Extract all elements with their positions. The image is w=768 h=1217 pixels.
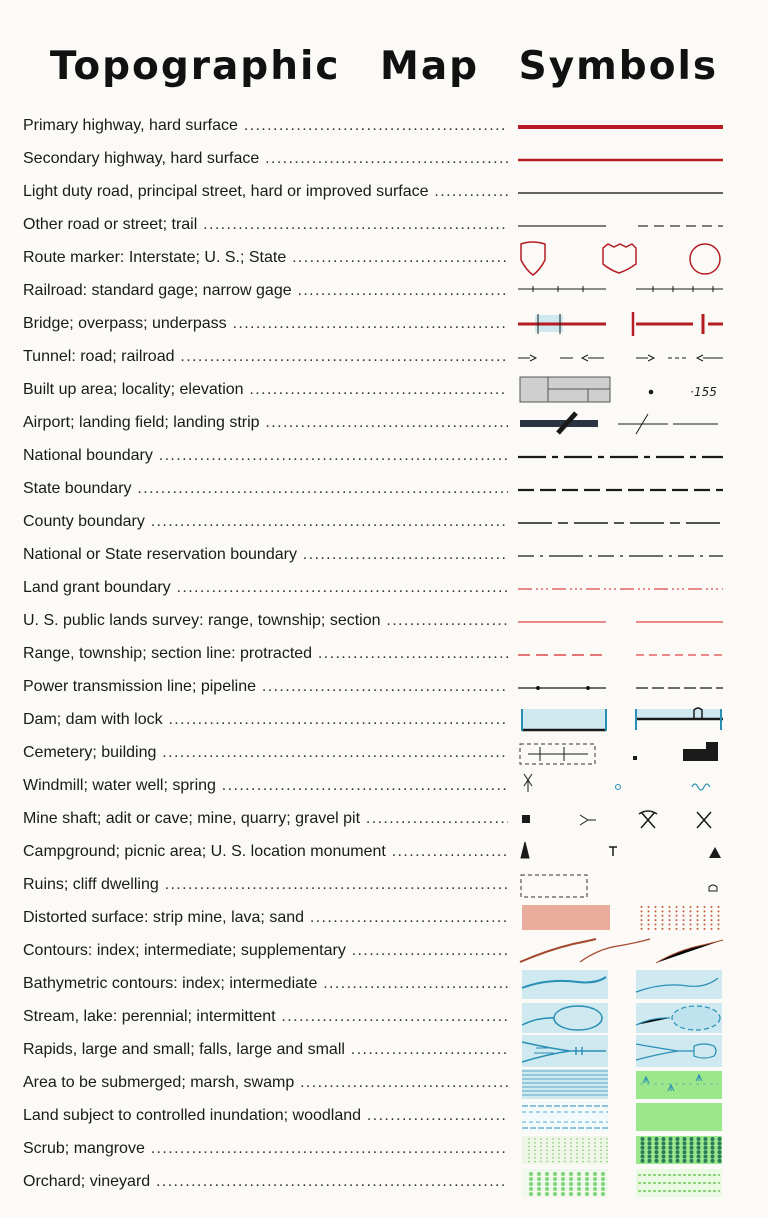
legend-row: [0, 968, 768, 1001]
legend-label: U. S. public lands survey: range, township; section .....: [23, 609, 508, 633]
legend-row: [0, 638, 768, 671]
legend-label: Stream, lake: perennial; intermittent .....: [23, 1005, 508, 1029]
legend-row: [0, 1166, 768, 1199]
legend-label: Distorted surface: strip mine, lava; sand .....: [23, 906, 508, 930]
primary-highway-symbol: [518, 110, 723, 143]
built-up-area-symbol: [518, 374, 723, 407]
ruins-symbol: [518, 869, 723, 902]
legend-row: [0, 143, 768, 176]
legend-label: Ruins; cliff dwelling .....: [23, 873, 508, 897]
stream-lake-symbol: [518, 1001, 723, 1034]
legend-row: [0, 902, 768, 935]
legend-row: [0, 407, 768, 440]
legend-label: Scrub; mangrove .....: [23, 1137, 508, 1161]
legend-row: [0, 836, 768, 869]
legend-label: Light duty road, principal street, hard or improved surface .....: [23, 180, 508, 204]
legend-label: Dam; dam with lock .....: [23, 708, 508, 732]
airport-symbol: [518, 407, 723, 440]
legend-label: Railroad: standard gage; narrow gage .....: [23, 279, 508, 303]
legend-label: Cemetery; building .....: [23, 741, 508, 765]
inundation-woodland-symbol: [518, 1100, 723, 1133]
legend-row: [0, 803, 768, 836]
elevation-value: 155: [694, 385, 717, 399]
legend-label: Area to be submerged; marsh, swamp .....: [23, 1071, 508, 1095]
legend-row: [0, 572, 768, 605]
legend-label: Bathymetric contours: index; intermediate .....: [23, 972, 508, 996]
public-lands-survey-symbol: [518, 605, 723, 638]
bridge-overpass-symbol: [518, 308, 723, 341]
legend-label: County boundary .....: [23, 510, 508, 534]
legend-label: Power transmission line; pipeline .....: [23, 675, 508, 699]
orchard-vineyard-symbol: [518, 1166, 723, 1199]
legend-label: Tunnel: road; railroad .....: [23, 345, 508, 369]
legend-row: [0, 176, 768, 209]
legend-label: Built up area; locality; elevation .....: [23, 378, 508, 402]
windmill-well-spring-symbol: [518, 770, 723, 803]
route-markers-symbol: [518, 242, 723, 275]
legend-label: Orchard; vineyard .....: [23, 1170, 508, 1194]
legend-label: Range, township; section line: protracted .....: [23, 642, 508, 666]
legend-label: Other road or street; trail .....: [23, 213, 508, 237]
cemetery-building-symbol: [518, 737, 723, 770]
legend-row: [0, 1067, 768, 1100]
legend-row: [0, 737, 768, 770]
legend-row: [0, 935, 768, 968]
legend-row: [0, 1001, 768, 1034]
scrub-mangrove-symbol: [518, 1133, 723, 1166]
land-grant-boundary-symbol: [518, 572, 723, 605]
svg-text:·: ·: [690, 385, 694, 399]
legend-label: National boundary .....: [23, 444, 508, 468]
legend-row: [0, 1100, 768, 1133]
legend-row: [0, 275, 768, 308]
legend-label: Land grant boundary .....: [23, 576, 508, 600]
legend-label: Windmill; water well; spring .....: [23, 774, 508, 798]
legend-row: [0, 539, 768, 572]
reservation-boundary-symbol: [518, 539, 723, 572]
railroad-symbol: [518, 275, 723, 308]
power-pipeline-symbol: [518, 671, 723, 704]
legend-label: State boundary .....: [23, 477, 508, 501]
page-title: Topographic Map Symbols: [49, 44, 719, 90]
bathymetric-symbol: [518, 968, 723, 1001]
other-road-trail-symbol: [518, 209, 723, 242]
legend-label: Land subject to controlled inundation; woodland .....: [23, 1104, 508, 1128]
legend-row: [0, 374, 768, 407]
legend-row: [0, 110, 768, 143]
legend-label: Secondary highway, hard surface .....: [23, 147, 508, 171]
campground-symbol: [518, 836, 723, 869]
legend-row: [0, 242, 768, 275]
legend-label: Airport; landing field; landing strip .....: [23, 411, 508, 435]
legend-label: Primary highway, hard surface .....: [23, 114, 508, 138]
mines-symbol: [518, 803, 723, 836]
protracted-lines-symbol: [518, 638, 723, 671]
legend-row: [0, 440, 768, 473]
county-boundary-symbol: [518, 506, 723, 539]
legend-label: Mine shaft; adit or cave; mine, quarry; gravel pit .....: [23, 807, 508, 831]
legend-label: Route marker: Interstate; U. S.; State .....: [23, 246, 508, 270]
legend-row: [0, 473, 768, 506]
legend-row: [0, 605, 768, 638]
legend-row: [0, 704, 768, 737]
legend-row: [0, 671, 768, 704]
secondary-highway-symbol: [518, 143, 723, 176]
legend-row: [0, 506, 768, 539]
legend-label: National or State reservation boundary .....: [23, 543, 508, 567]
national-boundary-symbol: [518, 440, 723, 473]
legend-label: Campground; picnic area; U. S. location monument .....: [23, 840, 508, 864]
legend-row: [0, 341, 768, 374]
light-duty-road-symbol: [518, 176, 723, 209]
submerged-marsh-symbol: [518, 1067, 723, 1100]
distorted-surface-symbol: [518, 902, 723, 935]
legend-row: [0, 770, 768, 803]
dam-symbol: [518, 704, 723, 737]
legend-label: Bridge; overpass; underpass .....: [23, 312, 508, 336]
rapids-falls-symbol: [518, 1034, 723, 1067]
legend-list: [0, 110, 768, 1199]
legend-label: Rapids, large and small; falls, large and small .....: [23, 1038, 508, 1062]
tunnel-symbol: [518, 341, 723, 374]
legend-row: [0, 1034, 768, 1067]
legend-row: [0, 308, 768, 341]
legend-label: Contours: index; intermediate; supplementary .....: [23, 939, 508, 963]
contours-symbol: [518, 935, 723, 968]
legend-row: [0, 209, 768, 242]
legend-row: [0, 869, 768, 902]
state-boundary-symbol: [518, 473, 723, 506]
legend-row: [0, 1133, 768, 1166]
